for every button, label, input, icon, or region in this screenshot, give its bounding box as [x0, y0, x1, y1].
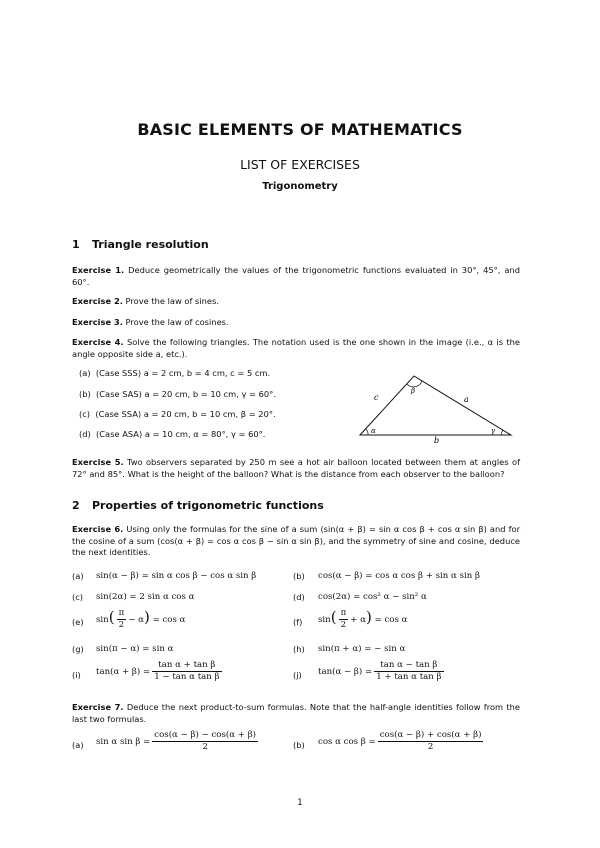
- identity-formula: sin(π − α) = sin α: [96, 644, 174, 654]
- exercise-text: Solve the following triangles. The notation used is the one shown in the image (i.e., α is the angle opposite side a, etc.).: [72, 337, 520, 359]
- section-heading-1: [72, 238, 209, 251]
- identity-formula: cos(α − β) = cos α cos β + sin α sin β: [318, 571, 480, 581]
- identity-label: (e): [72, 617, 84, 627]
- page-number: 1: [297, 798, 303, 808]
- exercise-6: [72, 524, 520, 559]
- identity-formula: sin( $\frac{\pi}{2}$ + α) = cos α: [318, 608, 408, 630]
- exercise-3: [72, 317, 520, 329]
- list-item: (d) (Case ASA) a = 10 cm, α = 80°, γ = 60°.: [79, 429, 266, 439]
- identity-formula: cos(2α) = cos² α − sin² α: [318, 592, 427, 602]
- identity-label: (b): [293, 571, 305, 581]
- section-number: 1: [72, 238, 80, 251]
- angle-label-alpha: α: [371, 427, 376, 435]
- exercise-2: [72, 296, 520, 308]
- side-label-b: b: [434, 436, 440, 444]
- exercise-7: [72, 702, 520, 725]
- identity-label: (d): [293, 592, 305, 602]
- exercise-text: Two observers separated by 250 m see a hot air balloon located between them at angles of 72° and 85°. What is the height of the balloon? What is the distance from each observer to the balloon?: [72, 457, 520, 479]
- exercise-text: Prove the law of cosines.: [125, 317, 229, 327]
- document-topic: Trigonometry: [262, 181, 338, 192]
- section-title: Properties of trigonometric functions: [92, 499, 324, 512]
- identity-label: (b): [293, 740, 305, 750]
- identity-label: (f): [293, 617, 303, 627]
- list-item: (c) (Case SSA) a = 20 cm, b = 10 cm, β = 20°.: [79, 409, 276, 419]
- identity-label: (a): [72, 740, 84, 750]
- exercise-label: Exercise 4.: [72, 337, 124, 347]
- identity-formula: tan(α + β) = $\frac{\text{tan α + tan β}}{\text{1 − tan α tan β}}$: [96, 660, 220, 682]
- list-item: (b) (Case SAS) a = 20 cm, b = 10 cm, γ = 60°.: [79, 389, 276, 399]
- exercise-text: Deduce the next product-to-sum formulas. Note that the half-angle identities follow from the last two formulas.: [72, 702, 521, 724]
- document-title: BASIC ELEMENTS OF MATHEMATICS: [137, 120, 463, 139]
- exercise-1: [72, 265, 520, 288]
- section-heading-2: [72, 499, 324, 512]
- identity-formula: sin(π + α) = − sin α: [318, 644, 406, 654]
- identity-formula: sin(α − β) = sin α cos β − cos α sin β: [96, 571, 257, 581]
- exercise-label: Exercise 1.: [72, 265, 125, 275]
- exercise-text: Deduce geometrically the values of the trigonometric functions evaluated in 30°, 45°, and 60°.: [72, 265, 520, 287]
- side-label-a: a: [464, 395, 469, 404]
- section-number: 2: [72, 499, 80, 512]
- angle-label-gamma: γ: [491, 427, 496, 435]
- exercise-text: Prove the law of sines.: [125, 296, 219, 306]
- section-title: Triangle resolution: [92, 238, 209, 251]
- identity-label: (h): [293, 644, 305, 654]
- angle-arc-alpha: [366, 429, 368, 435]
- identity-label: (a): [72, 571, 84, 581]
- identity-formula: tan(α − β) = $\frac{\text{tan α − tan β}}{\text{1 + tan α tan β}}$: [318, 660, 442, 682]
- identity-formula: sin(2α) = 2 sin α cos α: [96, 592, 195, 602]
- exercise-4: [72, 337, 520, 360]
- exercise-5: [72, 457, 520, 480]
- triangle-outline: [360, 376, 511, 435]
- identity-label: (j): [293, 670, 302, 680]
- identity-formula: sin α sin β = $\frac{\cos(\alpha - \beta) - \cos(\alpha + \beta)}{2}$: [96, 730, 257, 752]
- identity-label: (c): [72, 592, 84, 602]
- exercise-label: Exercise 5.: [72, 457, 124, 467]
- exercise-label: Exercise 7.: [72, 702, 124, 712]
- angle-label-beta: β: [411, 387, 416, 395]
- list-item: (a) (Case SSS) a = 2 cm, b = 4 cm, c = 5 cm.: [79, 368, 271, 378]
- angle-arc-gamma: [501, 430, 503, 435]
- exercise-text: Using only the formulas for the sine of a sum (sin(α + β) = sin α cos β + cos α sin β) and for the cosine of a sum (cos(α + β) = cos α cos β − sin α sin β), and the symmetry of sine and cosine, deduce the next identities.: [72, 524, 520, 557]
- exercise-label: Exercise 3.: [72, 317, 123, 327]
- exercise-label: Exercise 2.: [72, 296, 123, 306]
- identity-formula: sin( $\frac{\pi}{2}$ − α) = cos α: [96, 608, 186, 630]
- identity-label: (g): [72, 644, 84, 654]
- triangle-figure: [356, 372, 516, 444]
- identity-label: (i): [72, 670, 81, 680]
- exercise-label: Exercise 6.: [72, 524, 124, 534]
- identity-formula: cos α cos β = $\frac{\cos(\alpha - \beta) + \cos(\alpha + \beta)}{2}$: [318, 730, 482, 752]
- side-label-c: c: [374, 393, 379, 402]
- document-subtitle: LIST OF EXERCISES: [240, 157, 360, 172]
